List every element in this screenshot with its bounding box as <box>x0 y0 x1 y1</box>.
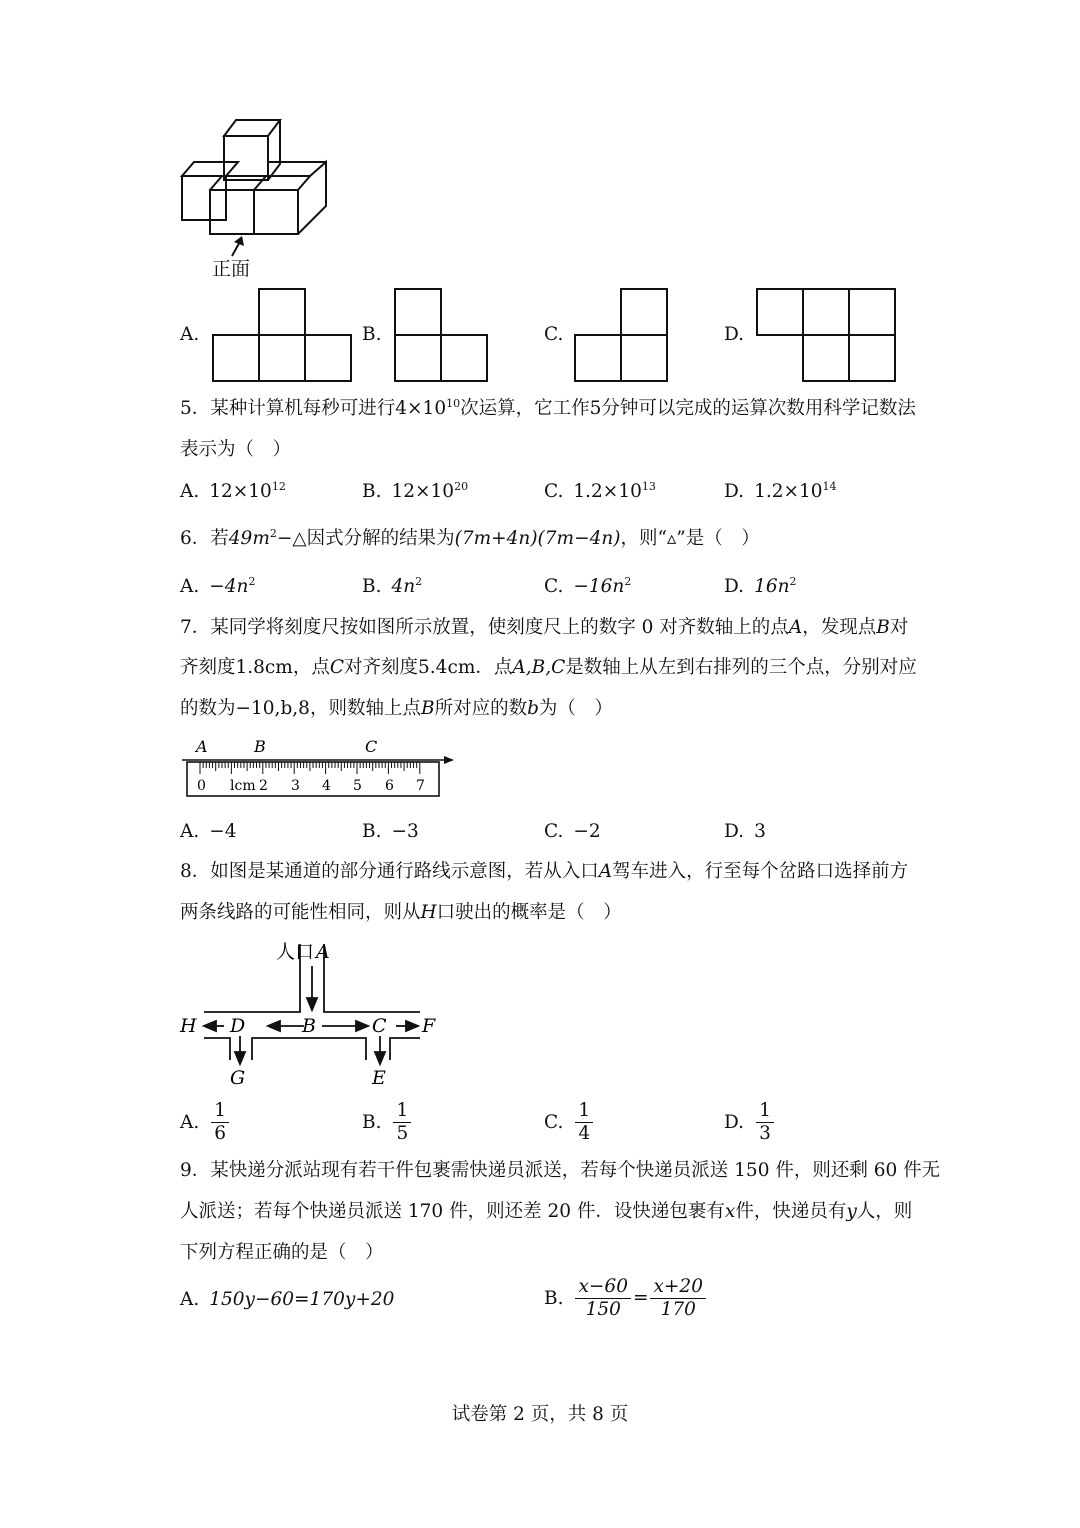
q6-option-a: A. $-4n^2$ <box>180 574 256 597</box>
point-h-label: H <box>180 1015 197 1037</box>
q9-stem-line1: 9．某快递分派站现有若干件包裹需快递员派送，若每个快递员派送 150 件，则还剩 60 件无 <box>180 1160 941 1181</box>
q8-stem-line1: 8．如图是某通道的部分通行路线示意图，若从入口A驾车进入，行至每个岔路口选择前方 <box>180 861 909 882</box>
arrow-down-icon <box>307 998 317 1010</box>
q6-option-d: D. $16n^2$ <box>724 574 797 597</box>
point-d-label: D <box>230 1015 246 1037</box>
q5-option-a: A. $12\times 10^{12}$ <box>180 479 286 502</box>
q9-option-a: A. 150y−60=170y+20 <box>180 1289 395 1310</box>
q4-option-d-view <box>754 286 900 384</box>
q7-ruler-figure <box>178 736 458 802</box>
point-c-label: C <box>372 1015 387 1037</box>
ruler-label-0: 0 <box>197 778 206 794</box>
q5-option-d: D. $1.2\times 10^{14}$ <box>724 479 837 502</box>
point-a-label: A <box>316 941 330 963</box>
q7-option-b: B. −3 <box>362 821 419 842</box>
q5-option-b: B. $12\times 10^{20}$ <box>362 479 469 502</box>
ruler-point-a: A <box>196 737 208 756</box>
ruler-label-5: 5 <box>353 778 362 794</box>
arrow-left-icon <box>268 1021 280 1031</box>
point-f-label: F <box>422 1015 436 1037</box>
ruler-point-b: B <box>254 737 266 756</box>
arrow-down-icon <box>375 1052 385 1064</box>
ruler-label-7: 7 <box>416 778 425 794</box>
ruler-label-lcm: lcm <box>230 778 256 794</box>
point-b-label: B <box>302 1015 316 1037</box>
q7-stem-line3: 的数为−10,b,8，则数轴上点B所对应的数b为（ ） <box>180 698 613 719</box>
ruler-label-4: 4 <box>322 778 331 794</box>
q7-option-d: D. 3 <box>724 821 766 842</box>
q9-option-b: B. $\frac{x-60}{150}$ = $\frac{x+20}{170}$ <box>544 1276 708 1321</box>
q6-option-b: B. $4n^2$ <box>362 574 423 597</box>
front-label: 正面 <box>212 258 251 280</box>
q7-option-a: A. −4 <box>180 821 237 842</box>
q7-stem-line2: 齐刻度1.8cm，点C对齐刻度5.4cm．点A,B,C是数轴上从左到右排列的三个点，分别对应 <box>180 657 917 678</box>
q8-option-d: D. $\frac{1}{3}$ <box>724 1100 776 1145</box>
q4-option-a-view <box>210 286 356 384</box>
arrow-left-icon <box>204 1021 216 1031</box>
axis-arrow-icon <box>444 756 454 764</box>
q4-option-b-label: B. <box>362 324 382 345</box>
q4-option-d-label: D. <box>724 324 745 345</box>
q8-option-b: B. $\frac{1}{5}$ <box>362 1100 413 1145</box>
q7-stem-line1: 7．某同学将刻度尺按如图所示放置，使刻度尺上的数字 0 对齐数轴上的点A，发现点B对 <box>180 617 909 638</box>
q6-option-c: C. $-16n^2$ <box>544 574 632 597</box>
q4-option-c-label: C. <box>544 324 564 345</box>
q5-stem-line1: 5．某种计算机每秒可进行$4\times 10^{10}$次运算，它工作5分钟可以完成的运算次数用科学记数法 <box>180 396 916 419</box>
q8-option-c: C. $\frac{1}{4}$ <box>544 1100 595 1145</box>
q7-option-c: C. −2 <box>544 821 601 842</box>
q4-block-figure <box>170 110 340 280</box>
ruler-label-3: 3 <box>291 778 300 794</box>
q8-stem-line2: 两条线路的可能性相同，则从H口驶出的概率是（ ） <box>180 902 622 923</box>
q9-stem-line2: 人派送；若每个快递员派送 170 件，则还差 20 件．设快递包裹有x件，快递员有y人，则 <box>180 1201 913 1222</box>
entry-label: 人口 <box>276 941 315 963</box>
ruler-label-6: 6 <box>385 778 394 794</box>
ruler-label-2: 2 <box>259 778 268 794</box>
q4-option-b-view <box>392 286 492 384</box>
point-g-label: G <box>230 1067 246 1089</box>
page-footer: 试卷第 2 页，共 8 页 <box>451 1404 629 1425</box>
q6-stem: 6．若$49m^2-\triangle$因式分解的结果为(7m+4n)(7m−4n)，则“▵”是（ ） <box>180 526 760 549</box>
q5-option-c: C. $1.2\times 10^{13}$ <box>544 479 656 502</box>
q5-stem-line2: 表示为（ ） <box>180 439 292 460</box>
point-e-label: E <box>372 1067 386 1089</box>
arrow-down-icon <box>235 1052 245 1064</box>
q4-option-a-label: A. <box>180 324 200 345</box>
q4-option-c-view <box>572 286 672 384</box>
arrow-right-icon <box>406 1021 418 1031</box>
q8-road-diagram <box>176 936 446 1092</box>
ruler-point-c: C <box>365 737 378 756</box>
arrow-right-icon <box>356 1021 368 1031</box>
q9-stem-line3: 下列方程正确的是（ ） <box>180 1242 384 1263</box>
q8-option-a: A. $\frac{1}{6}$ <box>180 1100 231 1145</box>
